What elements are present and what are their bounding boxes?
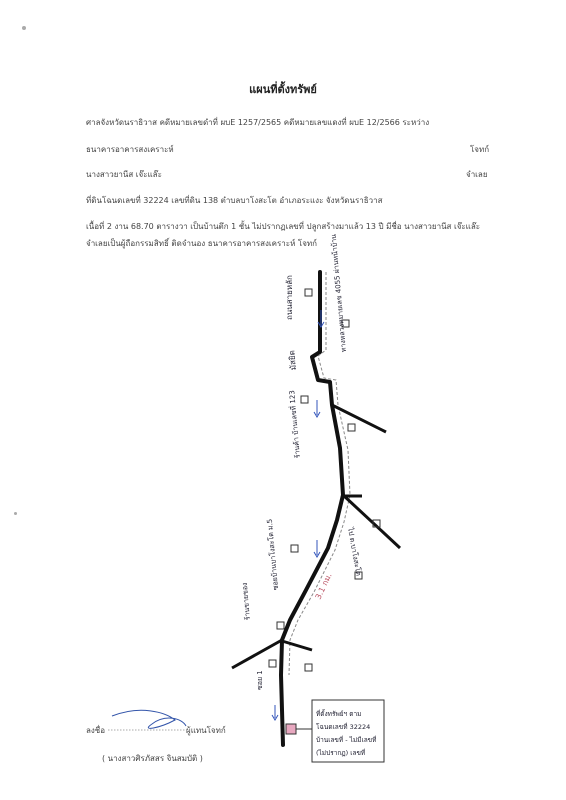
description-line-2: จำเลยเป็นผู้ถือกรรมสิทธิ์ ติดจำนอง ธนาคารอาคารสงเคราะห์ โจทก์ [86,239,318,248]
page-title: แผนที่ตั้งทรัพย์ [249,83,317,96]
signature-role: ผู้แทนโจทก์ [186,726,226,735]
map-label-road-top: ถนนสายหลัก [285,275,294,320]
map-label-left-mid1: มัสยิด [287,349,298,371]
defendant-name: นางสาวยานีส เจ๊ะแล๊ะ [86,170,162,179]
property-location-marker [286,724,296,734]
scan-speck [14,512,17,515]
building-marker [269,660,276,667]
map-label-distance: 3.1 กม. [313,571,334,601]
building-marker [277,622,284,629]
signature-prefix: ลงชื่อ [86,726,106,735]
building-marker [348,424,355,431]
building-marker [301,396,308,403]
land-line: ที่ดินโฉนดเลขที่ 32224 เลขที่ดิน 138 ตำบลบาโงสะโต อำเภอระแงะ จังหวัดนราธิวาส [86,196,383,205]
description-line-1: เนื้อที่ 2 งาน 68.70 ตารางวา เป็นบ้านตึก 1 ชั้น ไม่ปรากฏเลขที่ ปลูกสร้างมาแล้ว 13 ปี มีชื่อ นางสาวยานีส เจ๊ะแล๊ะ [86,222,481,231]
property-info-line-1: ที่ตั้งทรัพย์ฯ ตาม [316,710,362,718]
branch-road-left-low [232,640,282,668]
property-info-line-2: โฉนดเลขที่ 32224 [316,723,371,731]
main-road [281,272,343,745]
plaintiff-role: โจทก์ [470,145,490,154]
building-marker [305,289,312,296]
map-label-left-mid2: ร้านค้า บ้านเลขที่ 123 [288,389,302,459]
property-info-line-3: บ้านเลขที่ - ไม่มีเลขที่ [316,736,377,744]
building-marker [291,545,298,552]
map-label-left-low: ซอยบ้านบาโงสะโต ม.5 [265,518,280,591]
map-label-right-top: ทางหลวงหมายเลข 4055 ผ่านหน้าบ้าน [329,233,348,353]
building-marker [305,664,312,671]
branch-road-right-low [282,641,312,650]
map-label-left-bottom2: ซอย 1 [256,670,264,690]
plaintiff-name: ธนาคารอาคารสงเคราะห์ [86,145,174,154]
map-label-left-bottom: ร้านขายของ [240,582,252,621]
property-info-line-4: (ไม่ปรากฏ) เลขที่ [316,749,366,757]
scan-speck [22,26,26,30]
branch-road-right-top [332,405,386,432]
signature-scribble [112,710,186,728]
case-line: ศาลจังหวัดนราธิวาส คดีหมายเลขดำที่ ผบE 1257/2565 คดีหมายเลขแดงที่ ผบE 12/2566 ระหว่าง [86,118,430,127]
signer-name: ( นางสาวศิรภัสสร จินสมบัติ ) [102,754,203,763]
map-label-right-mid: ไป ต.บาโงสะโต [346,526,363,577]
defendant-role: จำเลย [466,170,488,179]
